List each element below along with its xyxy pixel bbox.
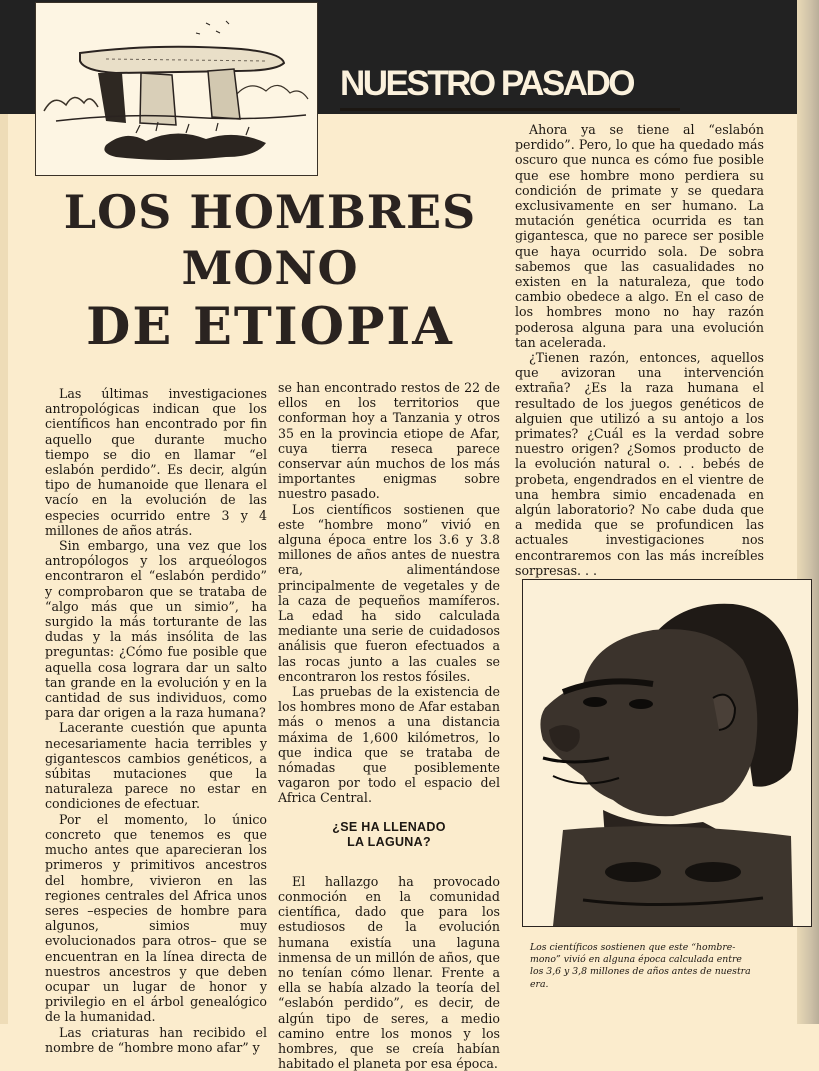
paragraph: Ahora ya se tiene al “eslabón perdido”. Pero, lo que ha quedado más oscuro que nunca es cómo fue posible que ese hombre mono perdiera su condición de primate y se quedara exclusivamente en ser humano. La mutación genética ocurrida es tan gigantesca, que no parece ser posible que haya ocurrido sola. De sobra sabemos que las casualidades no existen en la naturaleza, que todo cambio obedece a algo. En el caso de los hombres mono no hay razón poderosa alguna para una evolución tan acelerada. xyxy=(515,122,764,350)
paragraph: Las últimas investigaciones antropológicas indican que los científicos han encontrado por fin aquello que durante mucho tiempo se dio en llamar “el eslabón perdido”. Es decir, algún tipo de humanoide que llenara el vacío en la evolución de las especies ocurrido entre 3 y 4 millones de años atrás. xyxy=(45,386,267,538)
section-title: NUESTRO PASADO xyxy=(340,64,633,103)
paragraph: se han encontrado restos de 22 de ellos en los territorios que conforman hoy a Tanzania y otros 35 en la provincia etiope de Afar, cuya tierra reseca parece conservar aún muchos de los más importantes enigmas sobre nuestro pasado. xyxy=(278,380,500,502)
paragraph: Por el momento, lo único concreto que tenemos es que mucho antes que aparecieran los primeros y primitivos ancestros del hombre, vivieron en las regiones centrales del Africa unos seres –especies de hombre para algunos, simios muy evolucionados para otros– que se encuentran en la línea directa de nuestros ancestros y que deben ocupar un lugar de honor y privilegio en el árbol genealógico de la humanidad. xyxy=(45,811,267,1025)
hominid-drawing xyxy=(523,580,811,926)
article-column-1 xyxy=(45,386,267,1055)
paragraph: ¿Tienen razón, entonces, aquellos que avizoran una intervención extraña? ¿Es la raza humana el resultado de los juegos genéticos de alguien que utilizó a su antojo a los primates? ¿Cuál es la verdad sobre nuestro origen? ¿Somos producto de la evolución natural o. . . bebés de probeta, engendrados en el vientre de una hembra simio encadenada en algún laboratorio? No cabe duda que a medida que se profundicen las actuales investigaciones nos encontraremos con las más increíbles sorpresas. . . xyxy=(515,350,764,578)
subheading-line-1: ¿SE HA LLENADO xyxy=(332,819,446,834)
headline-line-3: DE ETIOPIA xyxy=(86,297,454,357)
headline-line-1: LOS HOMBRES xyxy=(63,185,477,239)
section-title-underline xyxy=(340,108,680,111)
caption-text: Los científicos sostienen que este “hombre-mono” vivió en alguna época calculada entre los 3,6 y 3,8 millones de años antes de nuestra era. xyxy=(530,942,751,990)
subheading-line-2: LA LAGUNA? xyxy=(347,834,431,849)
paragraph: Las criaturas han recibido el nombre de “hombre mono afar” y xyxy=(45,1024,267,1055)
headline-line-2: MONO xyxy=(181,241,359,295)
paragraph: Sin embargo, una vez que los antropólogos y los arqueólogos encontraron el “eslabón perdido” y comprobaron que se trataba de “algo más que un simio”, ha surgido la más torturante de las dudas y la más insólita de las preguntas: ¿Cómo fue posible que aquella cosa lograra dar un salto tan grande en la evolución y en la cantidad de sus individuos, como para dar origen a la raza humana? xyxy=(45,538,267,721)
dolmen-illustration xyxy=(35,2,318,176)
paragraph: Los científicos sostienen que este “hombre mono” vivió en alguna época entre los 3.6 y 3.8 millones de años antes de nuestra era, alimentándose principalmente de vegetales y de la caza de pequeños mamíferos. La edad ha sido calculada mediante una serie de cuidadosos análisis que fueron efectuados a las rocas junto a las cuales se encontraron los restos fósiles. xyxy=(278,501,500,684)
page-edge-left xyxy=(0,0,8,1024)
hominid-portrait xyxy=(522,579,812,927)
paragraph: Lacerante cuestión que apunta necesariamente hacia terribles y gigantescos cambios genéticos, a súbitas mutaciones que la naturaleza parece no estar en condiciones de efectuar. xyxy=(45,720,267,812)
paragraph: El hallazgo ha provocado conmoción en la comunidad científica, dado que para los estudiosos de la evolución humana existía una laguna inmensa de un millón de años, que no tenían cómo llenar. Frente a ella se había alzado la teoría del “eslabón perdido”, es decir, de algún tipo de seres, a medio camino entre los monos y los hombres, que se creía habían habitado el planeta por esa época. xyxy=(278,873,500,1071)
image-caption xyxy=(530,942,756,991)
dolmen-drawing xyxy=(36,3,317,175)
article-column-2 xyxy=(278,380,500,1071)
subheading xyxy=(278,820,500,850)
paragraph: Las pruebas de la existencia de los hombres mono de Afar estaban más o menos a una distancia máxima de 1,600 kilómetros, lo que indica que se trataba de nómadas que posiblemente vagaron por todo el espacio del Africa Central. xyxy=(278,684,500,806)
article-column-3 xyxy=(515,122,764,578)
